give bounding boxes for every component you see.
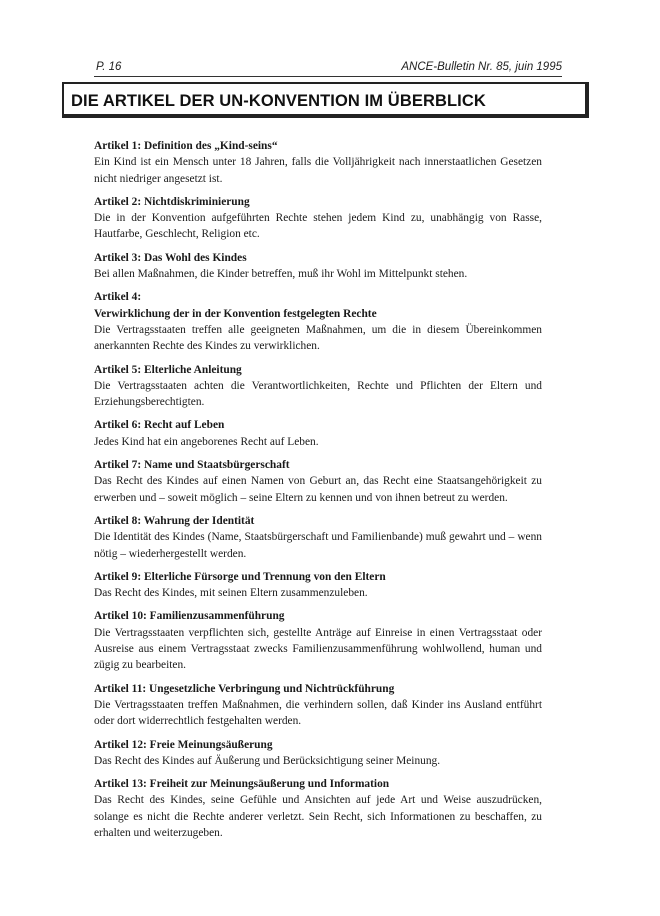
- article-text: Die Identität des Kindes (Name, Staatsbürgerschaft und Familienbande) muß gewahrt und – wenn nötig – wiederhergestellt werden.: [94, 531, 542, 560]
- article-heading: Artikel 11: Ungesetzliche Verbringung und Nichtrückführung: [94, 682, 395, 695]
- article-6: [94, 417, 542, 450]
- page-title: DIE ARTIKEL DER UN-KONVENTION IM ÜBERBLICK: [71, 92, 486, 110]
- article-text: Die Vertragsstaaten achten die Verantwortlichkeiten, Rechte und Pflichten der Eltern und Erziehungsberechtigten.: [94, 379, 542, 409]
- article-heading: Artikel 3: Das Wohl des Kindes: [94, 251, 247, 264]
- article-heading: Artikel 8: Wahrung der Identität: [94, 514, 255, 527]
- article-text: Die Vertragsstaaten treffen alle geeigneten Maßnahmen, um die in diesem Übereinkommen anerkannten Rechte des Kindes zu verwirklichen.: [94, 323, 542, 353]
- article-7: [94, 457, 542, 506]
- article-heading: Artikel 5: Elterliche Anleitung: [94, 363, 242, 376]
- article-heading: Artikel 13: Freiheit zur Meinungsäußerung und Information: [94, 778, 390, 791]
- article-heading: Artikel 6: Recht auf Leben: [94, 419, 225, 432]
- article-text: Das Recht des Kindes auf Äußerung und Berücksichtigung seiner Meinung.: [94, 754, 441, 767]
- article-3: [94, 250, 542, 283]
- article-heading: Artikel 2: Nichtdiskriminierung: [94, 195, 250, 208]
- article-4: [94, 289, 542, 354]
- article-text: Jedes Kind hat ein angeborenes Recht auf Leben.: [94, 435, 319, 448]
- article-12: [94, 737, 542, 770]
- article-heading: Artikel 9: Elterliche Fürsorge und Trennung von den Eltern: [94, 570, 386, 583]
- article-1: [94, 138, 542, 187]
- article-heading: Artikel 1: Definition des „Kind-seins“: [94, 140, 278, 152]
- article-10: [94, 608, 542, 673]
- article-text: Das Recht des Kindes, seine Gefühle und Ansichten auf jede Art und Weise auszudrücken, solange es nicht die Rechte anderer verletzt. Sein Recht, sich Informationen zu beschaffen, zu erhalten und weiterzugeben.: [94, 794, 542, 839]
- article-9: [94, 569, 542, 602]
- article-8: [94, 513, 542, 562]
- article-heading: Artikel 10: Familienzusammenführung: [94, 610, 285, 623]
- page-number: P. 16: [96, 61, 122, 73]
- article-11: [94, 681, 542, 730]
- article-text: Die in der Konvention aufgeführten Rechte stehen jedem Kind zu, unabhängig von Rasse, Hautfarbe, Geschlecht, Religion etc.: [94, 212, 542, 241]
- article-heading: Artikel 12: Freie Meinungsäußerung: [94, 738, 273, 751]
- article-text: Das Recht des Kindes, mit seinen Eltern zusammenzuleben.: [94, 587, 368, 600]
- article-13: [94, 776, 542, 841]
- article-text: Bei allen Maßnahmen, die Kinder betreffen, muß ihr Wohl im Mittelpunkt stehen.: [94, 268, 468, 281]
- article-heading: Artikel 4:: [94, 291, 142, 304]
- article-text: Das Recht des Kindes auf einen Namen von Geburt an, das Recht eine Staatsangehörigkeit zu erwerben und – soweit möglich – seine Eltern zu kennen und von ihnen betreut zu werden.: [94, 475, 542, 504]
- article-text: Ein Kind ist ein Mensch unter 18 Jahren, falls die Volljährigkeit nach innerstaatlichen Gesetzen nicht niedriger angesetzt ist.: [94, 156, 542, 185]
- publication-line: ANCE-Bulletin Nr. 85, juin 1995: [401, 61, 562, 73]
- article-2: [94, 194, 542, 243]
- header-rule: [94, 76, 562, 77]
- article-text: Die Vertragsstaaten treffen Maßnahmen, die verhindern sollen, daß Kinder ins Ausland entführt oder dort widerrechtlich festgehalten werden.: [94, 698, 542, 728]
- article-heading: Artikel 7: Name und Staatsbürgerschaft: [94, 459, 290, 472]
- article-5: [94, 362, 542, 411]
- page-header: [96, 59, 562, 75]
- article-subheading: Verwirklichung der in der Konvention festgelegten Rechte: [94, 307, 377, 320]
- article-list: [94, 138, 542, 848]
- article-text: Die Vertragsstaaten verpflichten sich, gestellte Anträge auf Einreise in einen Vertragsstaat oder Ausreise aus einem Vertragsstaat zwecks Familienzusammenführung wohlwollend, human und zügig zu bearbeiten.: [94, 626, 542, 672]
- title-box: [62, 82, 589, 118]
